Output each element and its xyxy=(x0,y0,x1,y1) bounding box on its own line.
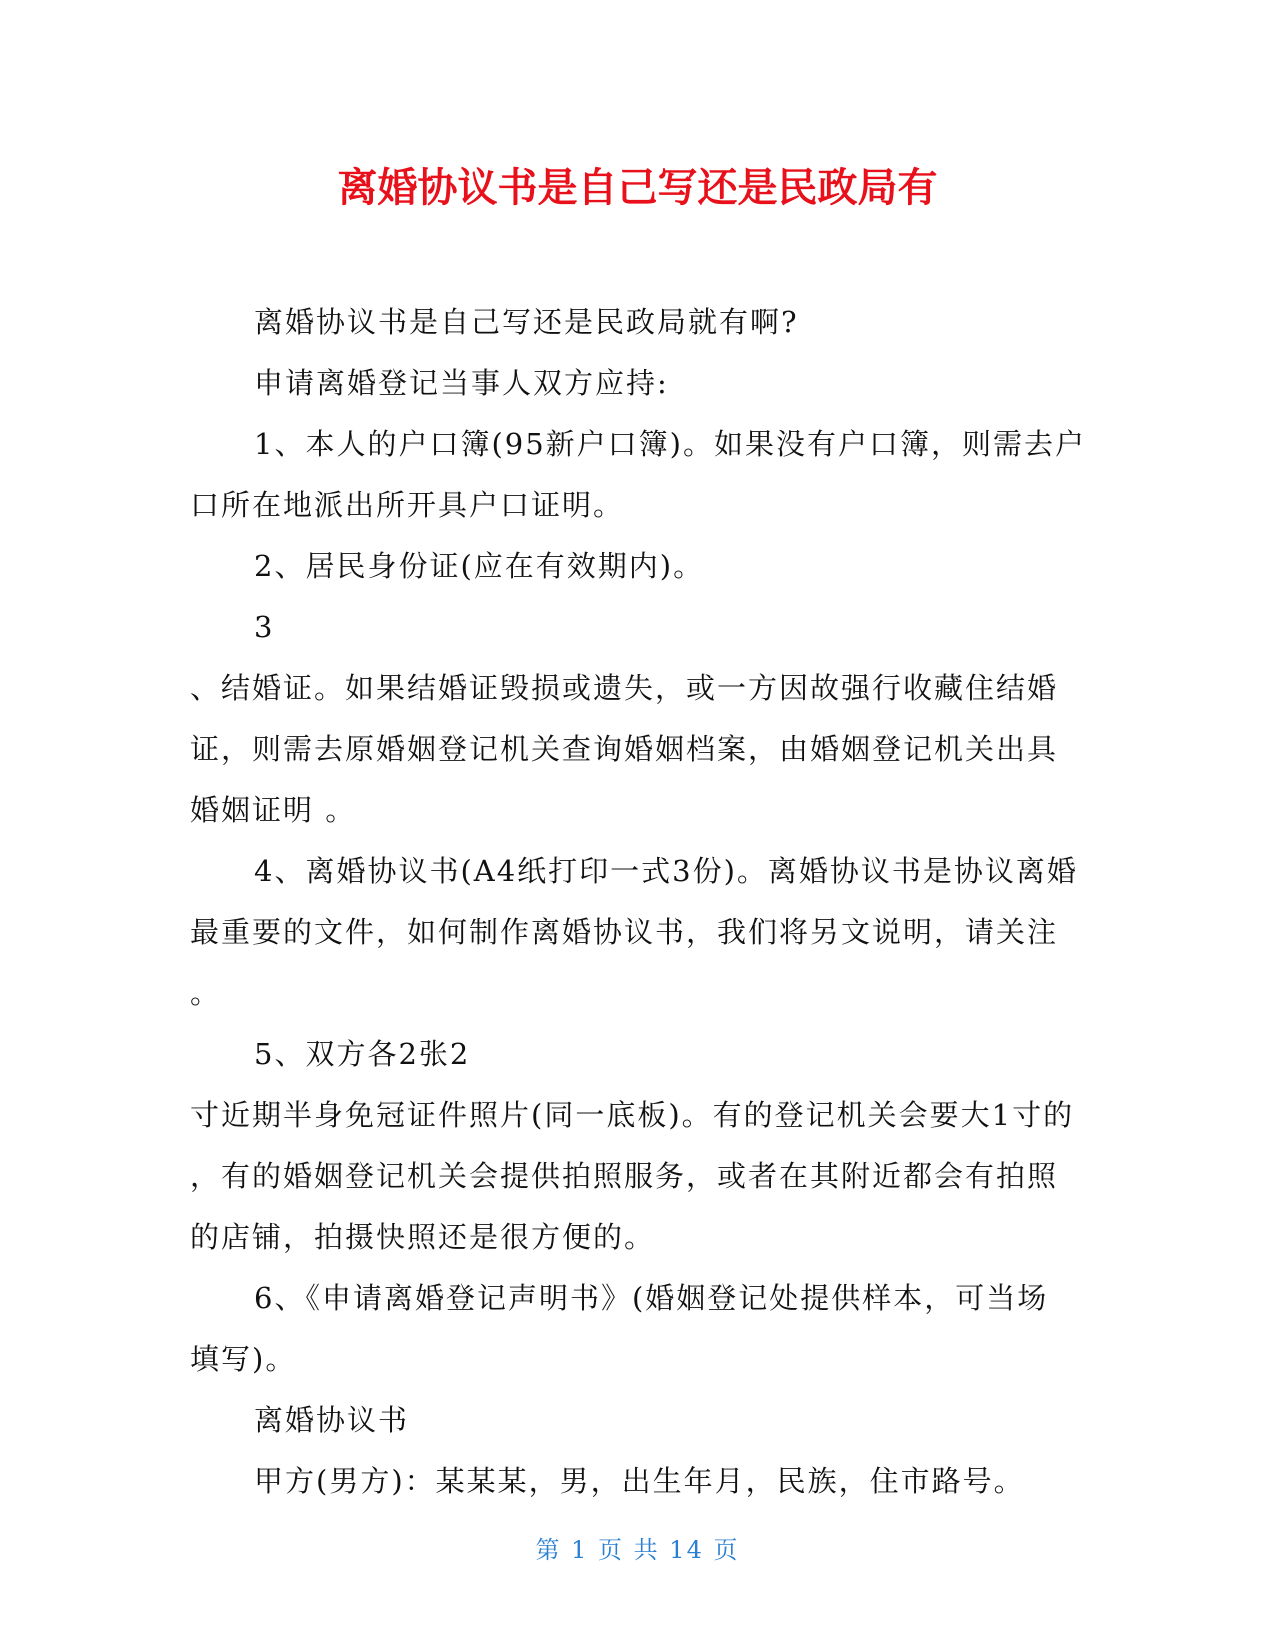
paragraph-line: 。 xyxy=(190,976,222,1010)
page-title: 离婚协议书是自己写还是民政局有 xyxy=(337,165,938,211)
paragraph-line: 离婚协议书是自己写还是民政局就有啊? xyxy=(254,305,799,339)
paragraph-line: 口所在地派出所开具户口证明。 xyxy=(190,488,625,522)
paragraph-line: 的店铺，拍摄快照还是很方便的。 xyxy=(190,1220,656,1254)
paragraph-line: ，有的婚姻登记机关会提供拍照服务，或者在其附近都会有拍照 xyxy=(190,1159,1059,1193)
paragraph-line: 最重要的文件，如何制作离婚协议书，我们将另文说明，请关注 xyxy=(190,915,1059,949)
paragraph-line: 离婚协议书 xyxy=(254,1403,410,1437)
paragraph-line: 6、《申请离婚登记声明书》(婚姻登记处提供样本，可当场 xyxy=(254,1281,1049,1315)
paragraph-line: 证，则需去原婚姻登记机关查询婚姻档案，由婚姻登记机关出具 xyxy=(190,732,1059,766)
paragraph-line: 4、离婚协议书(A4纸打印一式3份)。离婚协议书是协议离婚 xyxy=(254,854,1078,888)
paragraph-line: 5、双方各2张2 xyxy=(254,1037,471,1071)
paragraph-line: 婚姻证明 。 xyxy=(190,793,357,827)
paragraph-line: 3 xyxy=(254,610,275,644)
paragraph-line: 甲方(男方)：某某某，男，出生年月，民族，住市路号。 xyxy=(254,1464,1025,1498)
document-body xyxy=(190,292,1090,1512)
paragraph-line: 申请离婚登记当事人双方应持: xyxy=(254,366,669,400)
paragraph-line: 2、居民身份证(应在有效期内)。 xyxy=(254,549,705,583)
paragraph-line: 寸近期半身免冠证件照片(同一底板)。有的登记机关会要大1寸的 xyxy=(190,1098,1075,1132)
paragraph-line: 、结婚证。如果结婚证毁损或遗失，或一方因故强行收藏住结婚 xyxy=(190,671,1059,705)
paragraph-line: 1、本人的户口簿(95新户口簿)。如果没有户口簿，则需去户 xyxy=(254,427,1086,461)
page-number: 第 1 页 共 14 页 xyxy=(535,1536,740,1564)
paragraph-line: 填写)。 xyxy=(190,1342,297,1376)
